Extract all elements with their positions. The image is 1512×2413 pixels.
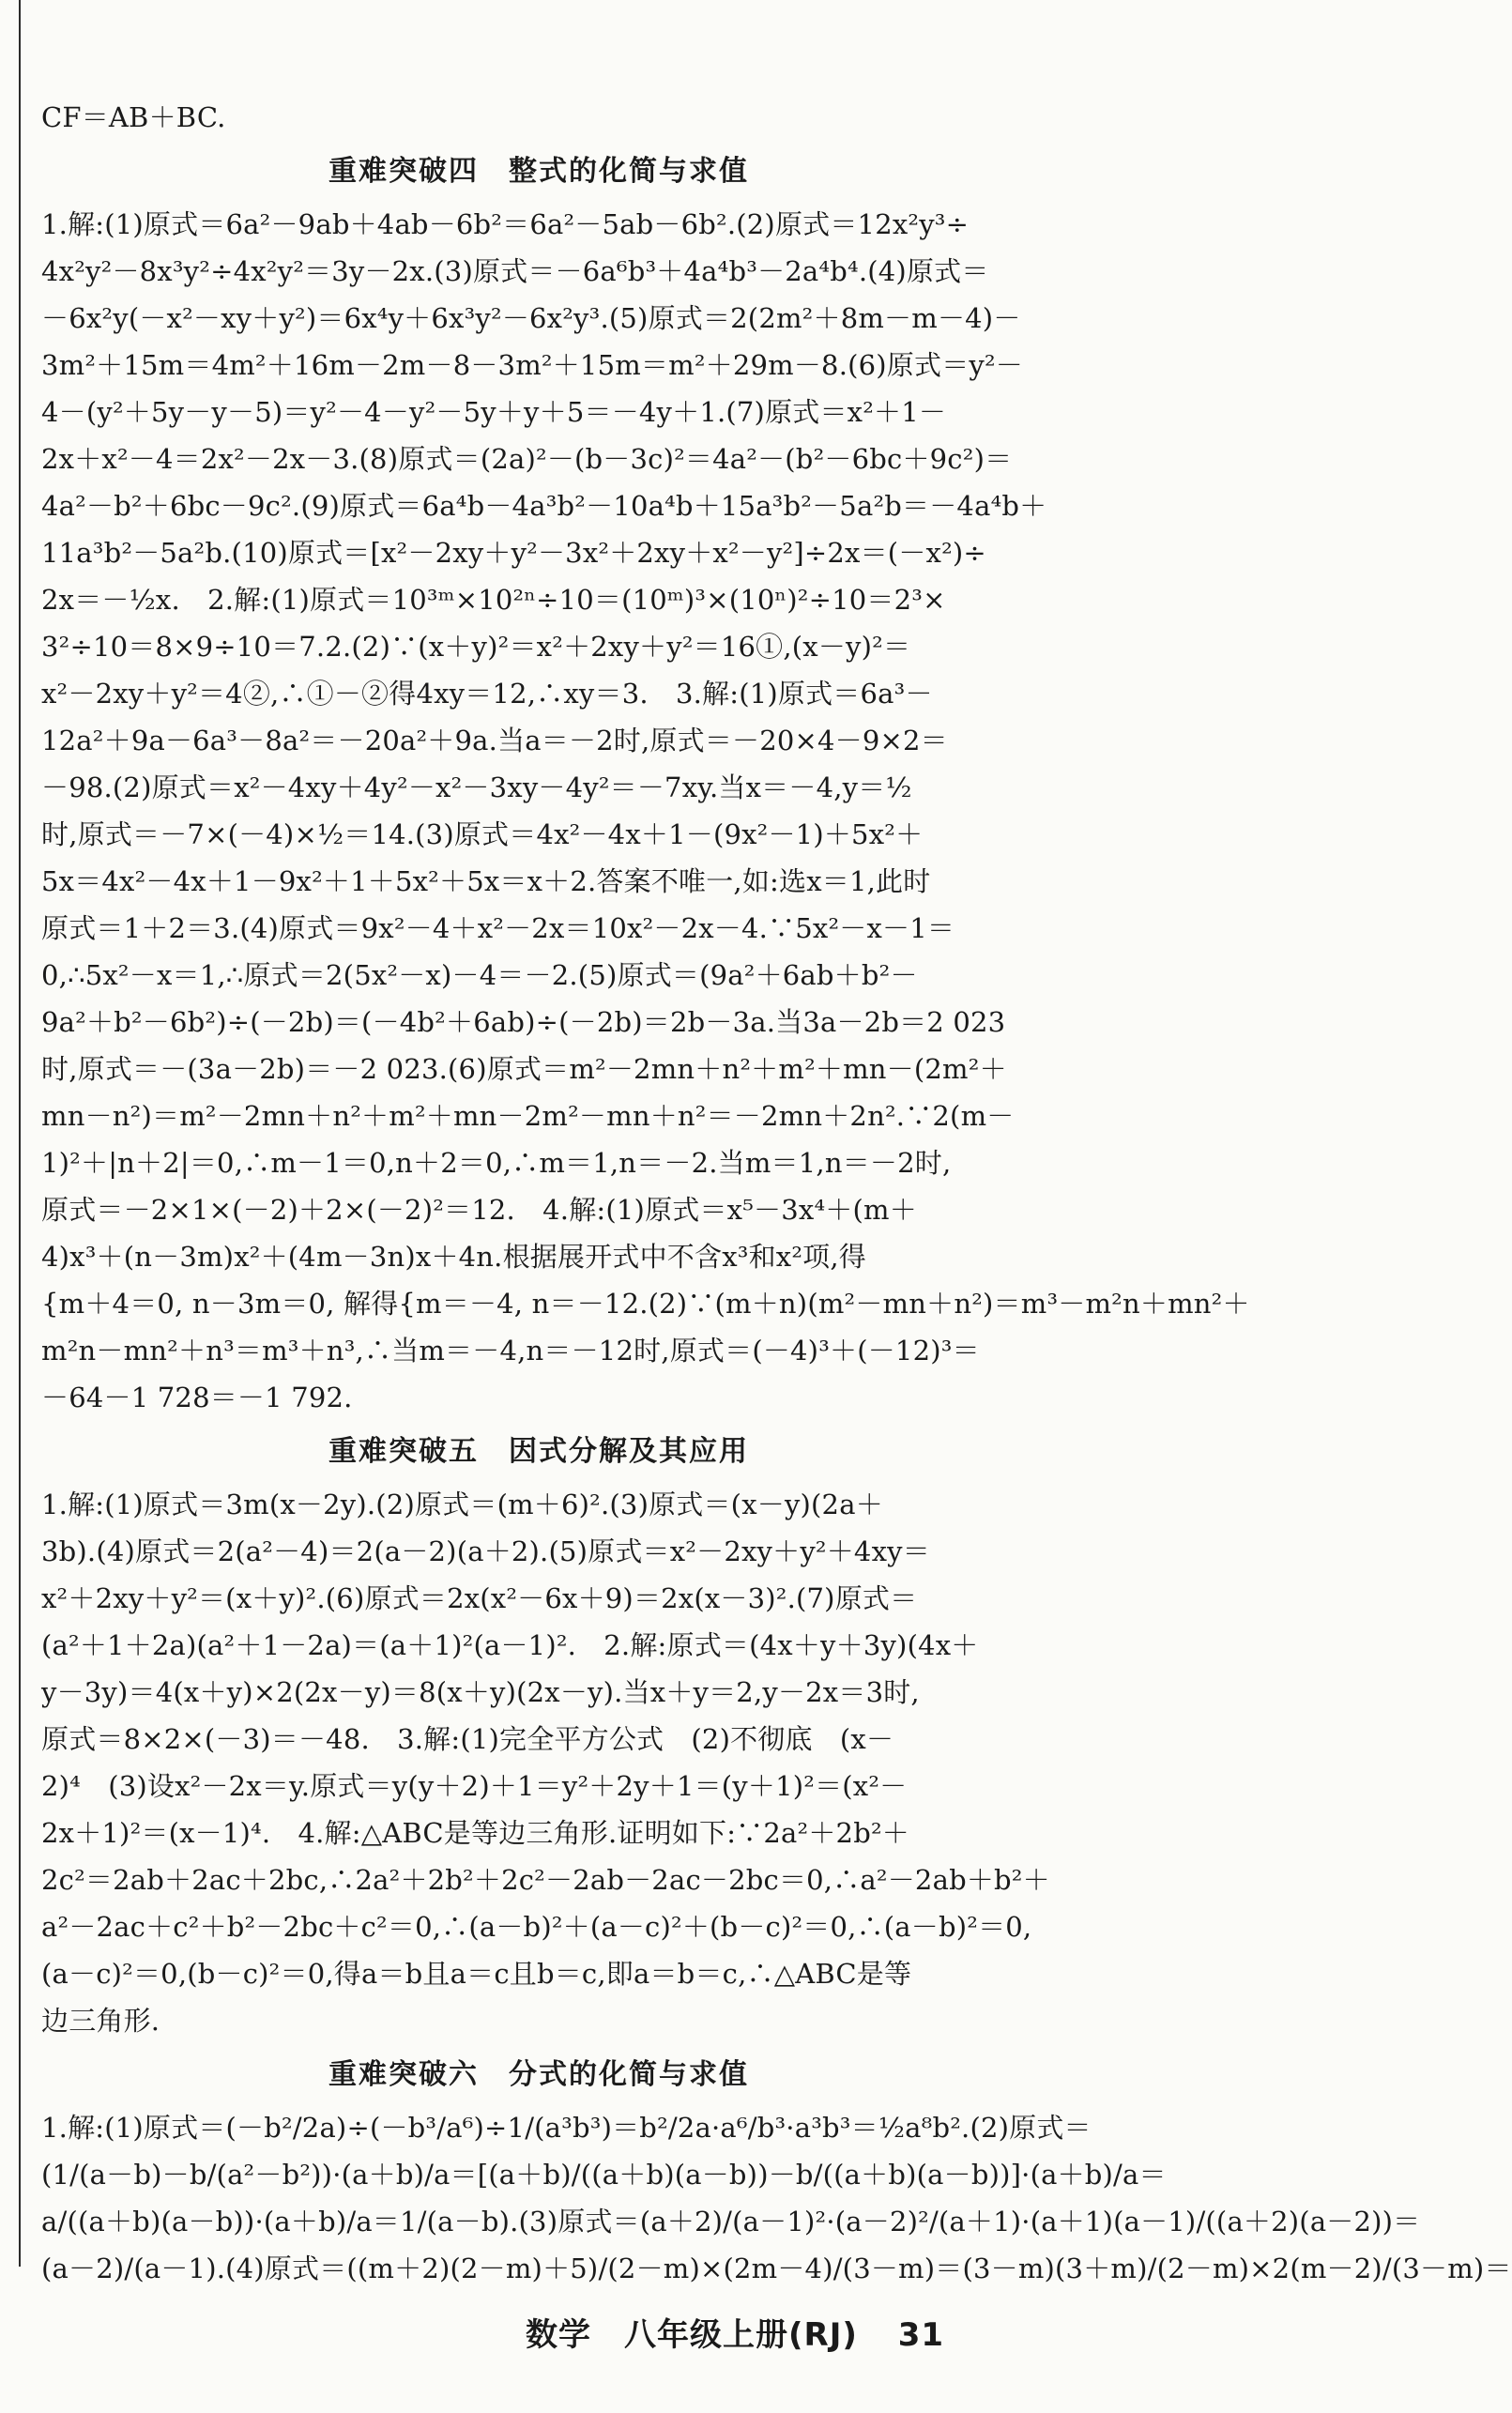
section-heading-4: 重难突破四 整式的化简与求值: [328, 155, 749, 188]
text-line: 原式＝1＋2＝3.(4)原式＝9x²－4＋x²－2x＝10x²－2x－4.∵5x²－x－1＝: [41, 912, 955, 944]
page-number: 31: [897, 2316, 945, 2354]
text-line: 时,原式＝－7×(－4)×½＝14.(3)原式＝4x²－4x＋1－(9x²－1)＋5x²＋: [41, 818, 924, 850]
page-footer: [526, 2309, 1051, 2355]
text-line: 3²÷10＝8×9÷10＝7.2.(2)∵(x＋y)²＝x²＋2xy＋y²＝16①,(x－y)²＝: [41, 631, 911, 663]
text-line: 2x＋1)²＝(x－1)⁴. 4.解:△ABC是等边三角形.证明如下:∵2a²＋2b²＋: [41, 1817, 909, 1849]
text-line: 12a²＋9a－6a³－8a²＝－20a²＋9a.当a＝－2时,原式＝－20×4－9×2＝: [41, 725, 948, 756]
text-line: 2x＝－½x. 2.解:(1)原式＝10³ᵐ×10²ⁿ÷10＝(10ᵐ)³×(10ⁿ)²÷10＝2³×: [41, 584, 946, 616]
margin-rule: [19, 0, 21, 2267]
text-line: a/((a＋b)(a－b))·(a＋b)/a＝1/(a－b).(3)原式＝(a＋2)/(a－1)²·(a－2)²/(a＋1)·(a＋1)(a－1)/((a＋2)(a－2))＝: [41, 2206, 1421, 2237]
section-5-body: [41, 1481, 1050, 2044]
text-line: 原式＝8×2×(－3)＝－48. 3.解:(1)完全平方公式 (2)不彻底 (x－: [41, 1723, 894, 1755]
text-line: {m＋4＝0, n－3m＝0, 解得{m＝－4, n＝－12.(2)∵(m＋n)(m²－mn＋n²)＝m³－m²n＋mn²＋: [41, 1288, 1250, 1320]
text-line: x²－2xy＋y²＝4②,∴①－②得4xy＝12,∴xy＝3. 3.解:(1)原式＝6a³－: [41, 678, 933, 710]
text-line: 3m²＋15m＝4m²＋16m－2m－8－3m²＋15m＝m²＋29m－8.(6)原式＝y²－: [41, 349, 1024, 381]
text-line: 4)x³＋(n－3m)x²＋(4m－3n)x＋4n.根据展开式中不含x³和x²项,得: [41, 1241, 866, 1273]
text-line: (a²＋1＋2a)(a²＋1－2a)＝(a＋1)²(a－1)². 2.解:原式＝(4x＋y＋3y)(4x＋: [41, 1629, 979, 1661]
text-line: mn－n²)＝m²－2mn＋n²＋m²＋mn－2m²－mn＋n²＝－2mn＋2n².∵2(m－: [41, 1100, 1015, 1132]
text-line: 11a³b²－5a²b.(10)原式＝[x²－2xy＋y²－3x²＋2xy＋x²－y²]÷2x＝(－x²)÷: [41, 537, 986, 569]
text-line: 时,原式＝－(3a－2b)＝－2 023.(6)原式＝m²－2mn＋n²＋m²＋mn－(2m²＋: [41, 1053, 1007, 1085]
text-line: x²＋2xy＋y²＝(x＋y)².(6)原式＝2x(x²－6x＋9)＝2x(x－3)².(7)原式＝: [41, 1582, 918, 1614]
text-line: 1)²＋|n＋2|＝0,∴m－1＝0,n＋2＝0,∴m＝1,n＝－2.当m＝1,n＝－2时,: [41, 1147, 952, 1179]
text-line: 1.解:(1)原式＝6a²－9ab＋4ab－6b²＝6a²－5ab－6b².(2)原式＝12x²y³÷: [41, 208, 970, 240]
text-line: 9a²＋b²－6b²)÷(－2b)＝(－4b²＋6ab)÷(－2b)＝2b－3a.当3a－2b＝2 023: [41, 1006, 1006, 1038]
text-line: 2c²＝2ab＋2ac＋2bc,∴2a²＋2b²＋2c²－2ab－2ac－2bc＝0,∴a²－2ab＋b²＋: [41, 1864, 1050, 1896]
text-line: 0,∴5x²－x＝1,∴原式＝2(5x²－x)－4＝－2.(5)原式＝(9a²＋6ab＋b²－: [41, 959, 918, 991]
text-line: 1.解:(1)原式＝3m(x－2y).(2)原式＝(m＋6)².(3)原式＝(x－y)(2a＋: [41, 1489, 883, 1520]
text-line: 5x＝4x²－4x＋1－9x²＋1＋5x²＋5x＝x＋2.答案不唯一,如:选x＝1,此时: [41, 865, 931, 897]
text-line: 4－(y²＋5y－y－5)＝y²－4－y²－5y＋y＋5＝－4y＋1.(7)原式＝x²＋1－: [41, 396, 947, 428]
text-line: 边三角形.: [41, 2005, 160, 2037]
text-line: －98.(2)原式＝x²－4xy＋4y²－x²－3xy－4y²＝－7xy.当x＝－4,y＝½: [41, 771, 912, 803]
text-line: －64－1 728＝－1 792.: [41, 1382, 353, 1413]
text-line: a²－2ac＋c²＋b²－2bc＋c²＝0,∴(a－b)²＋(a－c)²＋(b－c)²＝0,∴(a－b)²＝0,: [41, 1911, 1032, 1943]
section-4-body: [41, 201, 1250, 1421]
text-line: 2x＋x²－4＝2x²－2x－3.(8)原式＝(2a)²－(b－3c)²＝4a²－(b²－6bc＋9c²)＝: [41, 443, 1013, 475]
text-line: 原式＝－2×1×(－2)＋2×(－2)²＝12. 4.解:(1)原式＝x⁵－3x⁴＋(m＋: [41, 1194, 917, 1226]
text-line: CF＝AB＋BC.: [41, 101, 226, 133]
text-line: 3b).(4)原式＝2(a²－4)＝2(a－2)(a＋2).(5)原式＝x²－2xy＋y²＋4xy＝: [41, 1535, 930, 1567]
text-line: 4a²－b²＋6bc－9c².(9)原式＝6a⁴b－4a³b²－10a⁴b＋15a³b²－5a²b＝－4a⁴b＋: [41, 490, 1047, 522]
section-6-body: [41, 2104, 1512, 2292]
text-line: y－3y)＝4(x＋y)×2(2x－y)＝8(x＋y)(2x－y).当x＋y＝2,y－2x＝3时,: [41, 1676, 920, 1708]
text-line: (a－2)/(a－1).(4)原式＝((m＋2)(2－m)＋5)/(2－m)×(2m－4)/(3－m)＝(3－m)(3＋m)/(2－m)×2(m－2)/(3－m)＝: [41, 2253, 1512, 2284]
text-line: 4x²y²－8x³y²÷4x²y²＝3y－2x.(3)原式＝－6a⁶b³＋4a⁴b³－2a⁴b⁴.(4)原式＝: [41, 255, 989, 287]
text-line: 1.解:(1)原式＝(－b²/2a)÷(－b³/a⁶)÷1/(a³b³)＝b²/2a·a⁶/b³·a³b³＝½a⁸b².(2)原式＝: [41, 2112, 1092, 2144]
text-line: m²n－mn²＋n³＝m³＋n³,∴当m＝－4,n＝－12时,原式＝(－4)³＋(－12)³＝: [41, 1335, 980, 1367]
text-line: (a－c)²＝0,(b－c)²＝0,得a＝b且a＝c且b＝c,即a＝b＝c,∴△ABC是等: [41, 1958, 912, 1990]
footer-subject: 数学 八年级上册(RJ): [526, 2316, 858, 2354]
answer-content: [41, 94, 1512, 2292]
text-line: (1/(a－b)－b/(a²－b²))·(a＋b)/a＝[(a＋b)/((a＋b)(a－b))－b/((a＋b)(a－b))]·(a＋b)/a＝: [41, 2159, 1167, 2191]
section-heading-6: 重难突破六 分式的化简与求值: [328, 2058, 749, 2091]
text-line: 2)⁴ (3)设x²－2x＝y.原式＝y(y＋2)＋1＝y²＋2y＋1＝(y＋1)²＝(x²－: [41, 1770, 908, 1802]
section-heading-5: 重难突破五 因式分解及其应用: [328, 1435, 749, 1468]
text-line: －6x²y(－x²－xy＋y²)＝6x⁴y＋6x³y²－6x²y³.(5)原式＝2(2m²＋8m－m－4)－: [41, 302, 1021, 334]
